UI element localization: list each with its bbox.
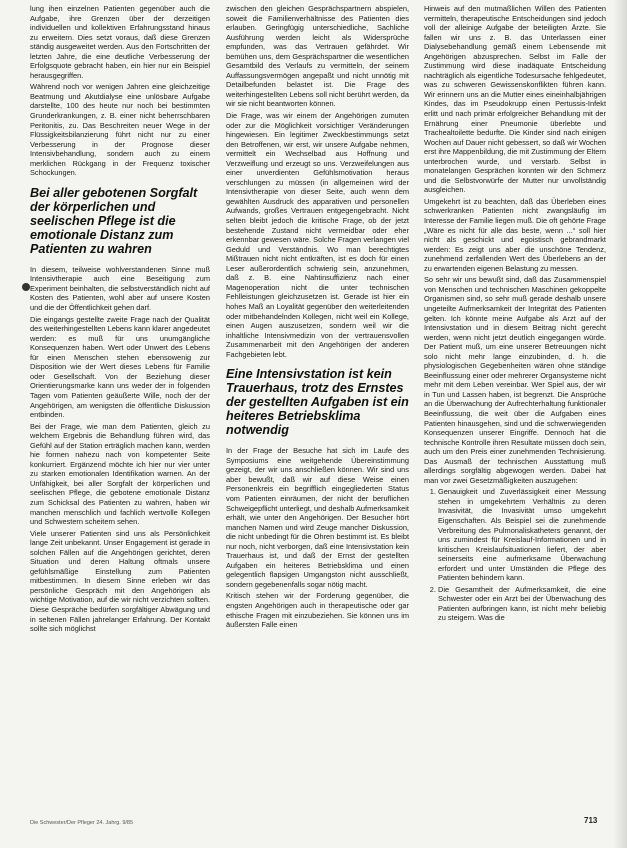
paragraph: Umgekehrt ist zu beachten, daß das Überleben eines schwerkranken Patienten nicht zwangsläufig im Interesse der Familie liegen muß. Die oft gehörte Frage „Wäre es nicht für alle das beste, wenn ...“ soll hier nicht als geschickt und egoistisch gebrandmarkt werden: Es zeigt uns aber die unschöne Tendenz, zunehmend zerfallenden Wert des Überlebens an der zu erwartenden eigenen Belastung zu messen. xyxy=(424,196,606,273)
section-heading: Eine Intensivstation ist kein Trauerhaus, trotz des Ernstes der gestellten Aufgaben ist ein heiteres Betriebsklima notwendig xyxy=(226,367,409,438)
paragraph: zwischen den gleichen Gesprächspartnern abspielen, soweit die Familienverhältnisse des Patienten dies erlauben. Geringfügig unterschiedliche, Sachliche Ausführung werden leicht als Widersprüche empfunden, was das Vertrauen gefährdet. Wir bemühen uns, dem Gesprächspartner die wesentlichen Gesamtbild des Verlaufs zu vermitteln, der seinem Auffassungsvermögen angepaßt und nicht unnötig mit Detailbefunden belastet ist. Die Frage des weiterhingestellten Lebens soll nicht berührt werden, da wir sie nicht beantworten können. xyxy=(226,4,409,109)
hole-punch-mark xyxy=(22,283,30,291)
paragraph: Während noch vor wenigen Jahren eine gleichzeitige Beatmung und Akutdialyse eine unlösbare Aufgabe darstellte, 100 des heute nur noch bei bestimmten Grunderkrankungen, z. B. einer nicht beherrschbaren Peritonitis, zu. Das Beschreiten neuer Wege in der Flüssigkeitsbilanzierung führt nicht nur zu einer Verbesserung in der Prognose dieser Intensivbehandlung, sondern auch zu einem merklichen Rückgang in der Frequenz toxischer Schockungen. xyxy=(30,82,210,178)
section-heading: Bei aller gebotenen Sorgfalt der körperlichen und seelischen Pflege ist die emotionale Distanz zum Patienten zu wahren xyxy=(30,185,198,256)
paragraph: In der Frage der Besuche hat sich im Laufe des Symposiums eine weitgehende Übereinstimmung gezeigt, der wir uns anschließen können. Wir sind uns aber bewußt, daß wir auf diese Weise einen Personenkreis ein begrifflich eingegliederten Status vom Patienten einräumen, der nicht der beruflichen Schweigepflicht unterliegt, und deshalb Aufmerksamkeit erhält, wie unter den Angehörigen. Der Besucher hört manchen Namen und wird Zeuge mancher Diskussion, die nicht unbedingt für die Ohren bestimmt ist. Es bleibt nur noch, nicht verborgen, daß eine Intensivstation kein Trauerhaus ist, und daß der Ernst der gestellten Aufgaben ein heiteres Betriebsklima und einen gelegentlich flapsigen Umgangston nicht ausschließt, sondern gegebenenfalls sogar nötig macht. xyxy=(226,446,409,589)
paragraph: Bei der Frage, wie man dem Patienten, gleich zu welchem Ergebnis die Behandlung führen wird, das Gefühl auf der Station erträglich machen kann, werden hie formen nahezu nach von kompetenter Seite konkurriert. Ergänzend möchte ich hier nur vier unter zu starken emotionalen Identifikation warnen. An der Unfähigkeit, bei aller Sorgfalt der körperlichen und seelischen Pflege, die gebotene emotionale Distanz zum Schicksal des Patienten zu wahren, haben wir manchen menschlich und fachlich wertvolle Kollegen und Schwestern scheitern sehen. xyxy=(30,421,210,527)
column-left xyxy=(30,4,210,812)
page-number: 713 xyxy=(584,816,598,825)
numbered-list xyxy=(424,487,606,623)
paragraph: lung ihen einzelnen Patienten gegenüber auch die Aufgabe, ihre Grenzen über der derzeitigen individuellen und kollektiven Erfahrungsstand hinaus zu erweitern. Dies setzt voraus, daß diese Grenzen ständig ausgeweitet werden. Aus den Fortschritten der letzten Jahre, die eine deutliche Verbesserung der Erfolgsquote gebracht haben, ein hier nur ein Beispiel herausgegriffen. xyxy=(30,4,210,80)
list-item: 2. Die Gesamtheit der Aufmerksamkeit, die eine Schwester oder ein Arzt bei der Überwachung des Patienten aufbringen kann, ist nicht mehr beliebig zu steigern. Was die xyxy=(438,585,606,623)
paragraph: Die eingangs gestellte zweite Frage nach der Qualität des weiterhingestellten Lebens kann klarer angedeutet werden: es muß für uns unumgängliche Konsequenzen haben. Wert oder Unwert des Lebens für einen Menschen stehen ebensowenig zur Disposition wie der Wert dieses Lebens für Familie oder Gesellschaft. Von der Beziehung dieser Orientierungsmarke kann uns weder der in folgenden Tagen vom Patienten geäußerte Wille, noch der der Angehörigen, am wenigsten die öffentliche Diskussion entbinden. xyxy=(30,314,210,420)
paragraph: In diesem, teilweise wohlverstandenen Sinne muß Intensivtherapie auch eine Beseitigung zum Experiment beinhalten, die selbstverständlich nicht auf Kosten des Patienten, wohl aber auf unsere Kosten und die der Öffentlichkeit gehen darf. xyxy=(30,264,210,313)
column-right xyxy=(424,4,606,814)
list-item: 1. Genauigkeit und Zuverlässigkeit einer Messung stehen in umgekehrtem Verhältnis zu deren Invasivität, die Invasivität umso umgekehrt Eigenschaften. Als Beispiel sei die zunehmende Verbreitung des Pulmonaliskatheters genannt, der uns zumindest für Kreislauf-Informationen und in kritischen Kreislaufsituationen liefert, der aber seinerseits eine aufmerksame Überwachung erfordert und unter Umständen die Pflege des Patienten behindern kann. xyxy=(438,487,606,582)
page-edge-shadow xyxy=(613,0,627,848)
journal-footer: Die Schwester/Der Pfleger 24. Jahrg. 9/85 xyxy=(30,820,134,826)
paragraph: Hinweis auf den mutmaßlichen Willen des Patienten vermitteln, therapeutische Entscheidungen sind jedoch voll der alleinige Aufgabe der beteiligten Ärzte. Sie fallen wir uns z. B. das Unterlassen einer Dialysebehandlung gemäß einem Lebensende mit Angehörigen abzusprechen. Selbst im Falle der Zustimmung wird diese inadäquate Entscheidung nachträglich als eigentliche Todesursache fehlgedeutet, was zu schweren Gewissenskonflikten führen kann. Wir erinnern uns an die Mutter eines eineinhalbjährigen Kindes, das im Pseudokrupp einen Pertussis-Infekt erlitt und nach primär erfolgreicher Behandlung mit der Ernährung einer Pneumonie überlebte und Trachealtoilette bedurfte. Die Kinder sind nach einigen Wochen auf Dauer nicht gebessert, so daß wir Wochen erst ihre Mappenbildung, die mit Zustimmung der Eltern unterbrochen wurde, und verstarb. Selbst in monatelangen Gesprächen konnten wir den Schmerz und die Selbstvorwürfe der Mutter nur unvollständig ausgleichen. xyxy=(424,4,606,195)
paragraph: So sehr wir uns bewußt sind, daß das Zusammenspiel von Menschen und technischen Maschinen gekoppelte Organismen sind, so sehr muß gerade deshalb unsere ungeteilte Aufmerksamkeit der Integrität des Patienten gelten. Ich könnte meine Aufgabe als Arzt auf der Intensivstation und in diesem Beitrag nicht gerecht werden, wenn nicht jetzt deutlich eingegangen würde. Der Patient muß, um eine unserer Betreuungen nicht solo nicht mehr lange einzubinden, d. h. die physiologischen Gegebenheiten wären ohne ständige Beeinflussung einer oder mehrerer Organsysteme nicht mehr mit dem Leben vereinbar. Wer Spiel aus, der wir in Tun und Lassen haben, ist begrenzt. Die Ansprüche an die Überwachung der Aufrechterhaltung funktionaler Beeinflussung, die weit über die Aufgaben eines Patienten hinausgehen, sind und die schwerwiegenden Konsequenzen unserer Eingriffe. Dennoch hat die technische Kontrolle ihren Resultate müssen doch sein, auch um den Preis einer zunehmenden Technisierung. Das Ausmaß der technischen Ausstattung muß allerdings sorgfältig abgewogen werden. Dabei hat man vor zwei Gesetzmäßigkeiten auszugehen: xyxy=(424,275,606,485)
column-middle xyxy=(226,4,409,814)
paragraph: Die Frage, was wir einem der Angehörigen zumuten oder zur die Möglichkeit vorsichtiger Veränderungen hingewiesen. Ein legitimer Zweckbestimmungs setzt den Betroffenen, wir erst, wir unsere Aufgabe nehmen, vermittelt ein Wechselbad aus Hoffnung und Verzweiflung und erzeugt so uns. Verzweifelungen aus einer unverdienten Gefühlsmotivation heraus verschlungen zu müssen (in allgemeinen wird der Intensivtherapie von dieser Seite, auch wenn dem gewählten Ausdruck des apparativen und personellen Aufwands, großes Vertrauen entgegengebracht. Nicht selten bleibt jedoch die kritische Frage, ob der jetzt bestehende Zustand nicht vermeidbar oder eher erkennbar gewesen wäre. Solche Fragen verlangen viel Geduld und Verständnis. Wo man berechtigtes Mißtrauen nicht nicht entkräften, ist es doch für einen Leser außerordentlich schwierig sein, anzunehmen, daß z. B. eine Nahtinsuffizienz nach einer Magenoperation nicht die unter technischen Fehlleistungen gleichzusetzen ist. Gerade ist hier ein hohes Maß an Loyalität gegenüber den weiterleitenden oder mitbehandelnden Kollegen, nicht weil ein Kollege, einen Augen auszusetzen, sondern weil wir die inhaltliche Intensivmedizin von der vertrauensvollen Zusammenarbeit mit den Angehörigen der anderen Fachgebieten lebt. xyxy=(226,111,409,359)
paragraph: Viele unserer Patienten sind uns als Persönlichkeit lange Zeit unbekannt. Unser Engagement ist gerade in solchen Fällen auf die Angehörigen gerichtet, deren Situation und deren Haltung oftmals unsere gefühlsmäßige Einstellung zum Patienten mitbestimmen. In diesem Sinne erleben wir das persönliche Gespräch mit den Angehörigen als wichtige Motivation, auf die wir nicht verzichten sollten. Diese Gespräche bedürfen sorgfältiger Abwägung und in seltenen Fällen jahrelanger Erfahrung. Der Kontakt sollte sich möglichst xyxy=(30,528,210,634)
paragraph: Kritisch stehen wir der Forderung gegenüber, die engsten Angehörigen auch in therapeutische oder gar ethische Fragen mit einzubeziehen. Sie können uns im äußersten Falle einen xyxy=(226,591,409,630)
